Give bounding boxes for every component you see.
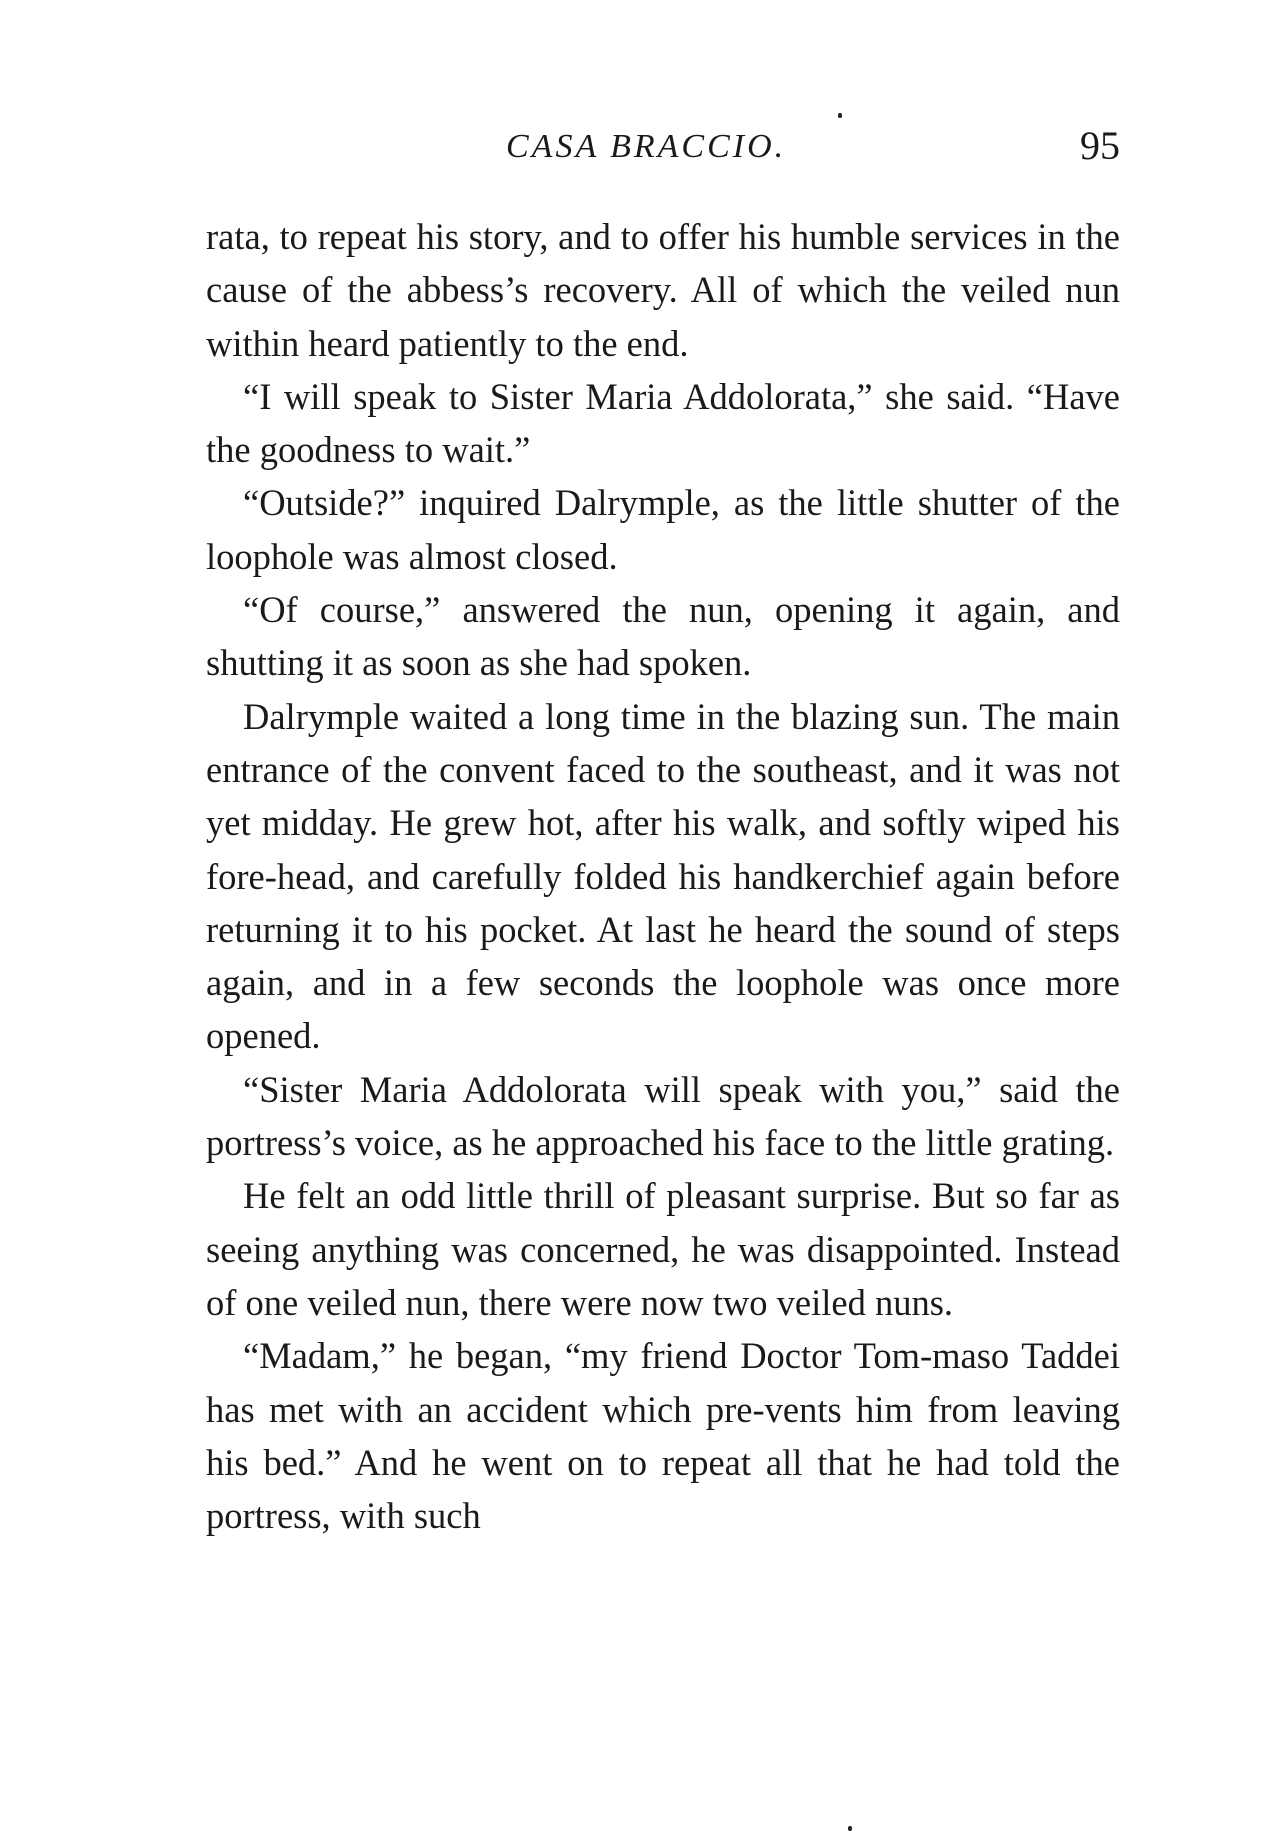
page-number: 95 (1080, 123, 1120, 168)
page-header (206, 123, 1120, 178)
print-speck (838, 113, 842, 118)
paragraph: He felt an odd little thrill of pleasant surprise. But so far as seeing anything was concerned, he was disappointed. Instead of one veiled nun, there were now two veiled nuns. (206, 1175, 1120, 1323)
paragraph: rata, to repeat his story, and to offer his humble services in the cause of the abbess’s recovery. All of which the veiled nun within heard patiently to the end. (206, 216, 1120, 364)
running-title: CASA BRACCIO. (506, 128, 787, 165)
print-speck (848, 1826, 852, 1831)
paragraph: Dalrymple waited a long time in the blazing sun. The main entrance of the convent faced to the southeast, and it was not yet midday. He grew hot, after his walk, and softly wiped his fore-head, and carefully folded his handkerchief again before returning it to his pocket. At last he heard the sound of steps again, and in a few seconds the loophole was once more opened. (206, 695, 1120, 1057)
paragraph: “Madam,” he began, “my friend Doctor Tom-maso Taddei has met with an accident which pre-vents him from leaving his bed.” And he went on to repeat all that he had told the portress, with such (206, 1335, 1120, 1537)
body-text (206, 210, 1120, 1542)
paragraph: “I will speak to Sister Maria Addolorata,” she said. “Have the goodness to wait.” (206, 375, 1120, 471)
paragraph: “Sister Maria Addolorata will speak with you,” said the portress’s voice, as he approached his face to the little grating. (206, 1068, 1120, 1164)
paragraph: “Outside?” inquired Dalrymple, as the little shutter of the loophole was almost closed. (206, 482, 1120, 577)
paragraph: “Of course,” answered the nun, opening it again, and shutting it as soon as she had spoken. (206, 589, 1120, 684)
